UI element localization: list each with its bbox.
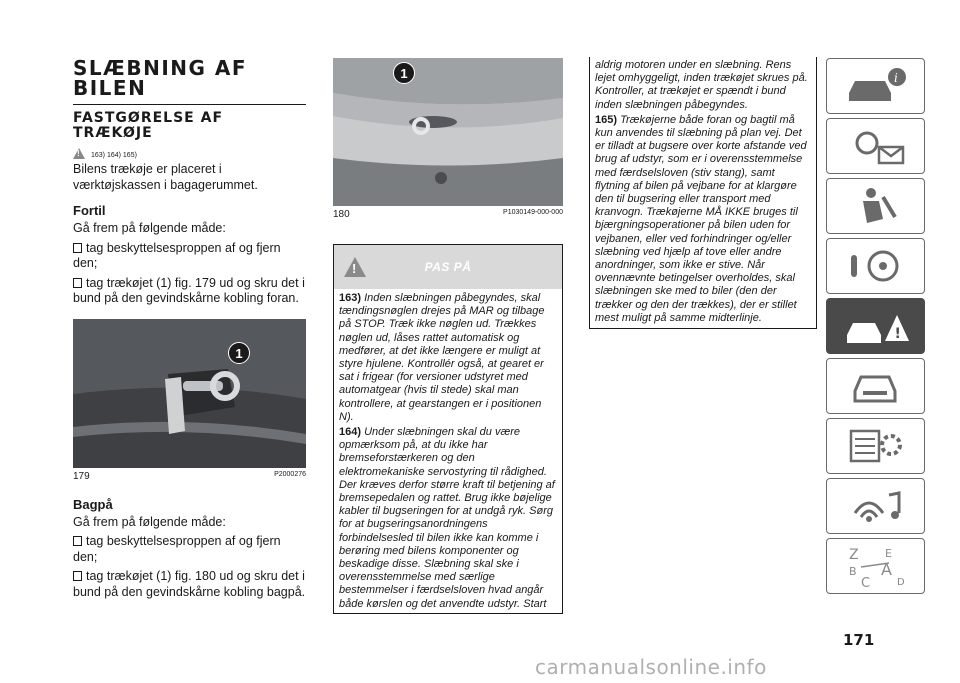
tab-starting-driving[interactable] (826, 238, 925, 294)
warning-continuation-text: aldrig motoren under en slæbning. Rens lejet omhyggeligt, inden trækøjet skrues på. Kontroller, at trækøjet er spændt i bund inden slæbningen påbegyndes. (595, 59, 808, 111)
rear-tow-hook-illustration (333, 58, 563, 206)
car-info-icon (841, 63, 911, 109)
svg-text:D: D (896, 577, 905, 588)
warning-163: 163) Inden slæbningen påbegyndes, skal tændingsnøglen drejes på MAR og tilbage på STOP. Træk ikke nøglen ud. Trækkes nøglen ud, låses rattet automatisk og medfører, at det ikke længere er muligt at styre hjulene. Kontrollér også, at gearet er sat i frigear (for versioner udstyret med automatgear (hvis til stede) skal man kontrollere, at gearstangen er i positionen N). (339, 292, 545, 423)
svg-text:A: A (880, 560, 892, 579)
checkbox-bullet-icon (73, 536, 82, 546)
tab-maintenance[interactable] (826, 358, 925, 414)
figure-179-caption (73, 471, 306, 482)
warning-mini-icon (73, 148, 85, 159)
tab-dashboard-lights[interactable] (826, 118, 925, 174)
callout-badge: 1 (393, 62, 415, 84)
technical-data-icon (841, 423, 911, 469)
warning-164: 164) Under slæbningen skal du være opmærksom på, at du ikke har bremseforstærkeren og den elektromekaniske servostyring til rådighed. Der kræves derfor større kraft til betjening af bremsepedalen og rattet. Brug ikke bøjelige kabler til bugseringen for at undgå ryk. Sørg for at bugseringsanordningens forbindelsesled til bilen ikke kan komme i berøring med bilens komponenter og beskadige disse. Slæbning skal ske i overensstemmelse med særlige bestemmelser i færdselsloven hvad angår både kørslen og det anvendte udstyr. Start (339, 426, 555, 610)
figure-code: P1030149-000-000 (503, 209, 563, 216)
warning-header (334, 245, 562, 289)
figure-number: 180 (333, 209, 350, 220)
svg-text:C: C (860, 576, 870, 589)
warning-refs (73, 147, 306, 159)
figure-code: P2000276 (274, 470, 306, 478)
front-lead: Gå frem på følgende måde: (73, 221, 226, 235)
rear-heading: Bagpå (73, 496, 113, 512)
warning-triangle-icon (344, 257, 366, 277)
tab-car-info[interactable] (826, 58, 925, 114)
svg-text:i: i (893, 71, 898, 85)
callout-badge: 1 (228, 342, 250, 364)
figure-180-caption (333, 209, 563, 220)
warning-continuation-box (589, 57, 817, 329)
front-step: tag trækøjet (1) fig. 179 ud og skru det i bund på den gevindskårne kobling foran. (73, 275, 305, 305)
front-tow-hook-illustration (73, 319, 306, 468)
front-heading: Fortil (73, 203, 106, 218)
front-step: tag beskyttelsesproppen af og fjern den; (73, 240, 281, 270)
index-letters-icon (841, 543, 911, 589)
tab-technical-data[interactable] (826, 418, 925, 474)
starting-driving-icon (841, 243, 911, 289)
rear-step: tag trækøjet (1) fig. 180 ud og skru det i bund på den gevindskårne kobling bagpå. (73, 569, 306, 599)
page-number: 171 (843, 631, 875, 649)
multimedia-icon (841, 483, 911, 529)
figure-180-photo (333, 58, 563, 206)
tab-index[interactable] (826, 538, 925, 594)
tab-emergency[interactable] (826, 298, 925, 354)
safety-seat-icon (841, 183, 911, 229)
dashboard-lights-icon (841, 123, 911, 169)
column-right (589, 0, 817, 329)
refs-text: 163) 164) 165) (91, 152, 137, 159)
warning-box (333, 244, 563, 614)
maintenance-car-icon (841, 363, 911, 409)
svg-text:Z: Z (848, 547, 859, 563)
intro-text: Bilens trækøje er placeret i værktøjskassen i bagagerummet. (73, 162, 258, 192)
checkbox-bullet-icon (73, 243, 82, 253)
svg-text:!: ! (894, 326, 901, 342)
page-title: SLÆBNING AF BILEN (73, 56, 248, 100)
tab-safety[interactable] (826, 178, 925, 234)
tab-multimedia[interactable] (826, 478, 925, 534)
checkbox-bullet-icon (73, 571, 82, 581)
watermark[interactable]: carmanualsonline.info (535, 655, 767, 679)
chapter-sidebar (826, 58, 925, 598)
column-middle (333, 0, 563, 614)
column-left (73, 0, 306, 600)
figure-number: 179 (73, 470, 90, 482)
rear-lead: Gå frem på følgende måde: (73, 514, 226, 529)
warning-165: 165) Trækøjerne både foran og bagtil må kun anvendes til slæbning på plan vej. Det er tilladt at bugsere over korte afstande ved brug af udstyr, som er i overensstemmelse med færdselsloven (stiv stang), samt flytning af bilen på vejbane for at klargøre den til bugsering eller transport med kranvogn. Trækøjerne MÅ IKKE bruges til bjærgningsoperationer på bilen uden for vejbanen, eller ved forhindringer og/eller slæbning ved hjælp af tove eller andre anordninger, som ikke er stive. Når ovennævnte betingelser overholdes, skal slæbningen ske med to biler (den der trækker og den der trækkes), der er stillet mest muligt på samme midterlinje. (595, 113, 807, 324)
emergency-icon (841, 303, 911, 349)
checkbox-bullet-icon (73, 278, 82, 288)
warning-title: PAS PÅ (424, 260, 472, 274)
rear-step: tag beskyttelsesproppen af og fjern den; (73, 534, 281, 564)
title-rule (73, 104, 306, 105)
svg-text:E: E (884, 547, 892, 560)
figure-179-photo (73, 319, 306, 468)
section-title: FASTGØRELSE AF TRÆKØJE (73, 110, 224, 141)
svg-text:B: B (848, 565, 857, 578)
